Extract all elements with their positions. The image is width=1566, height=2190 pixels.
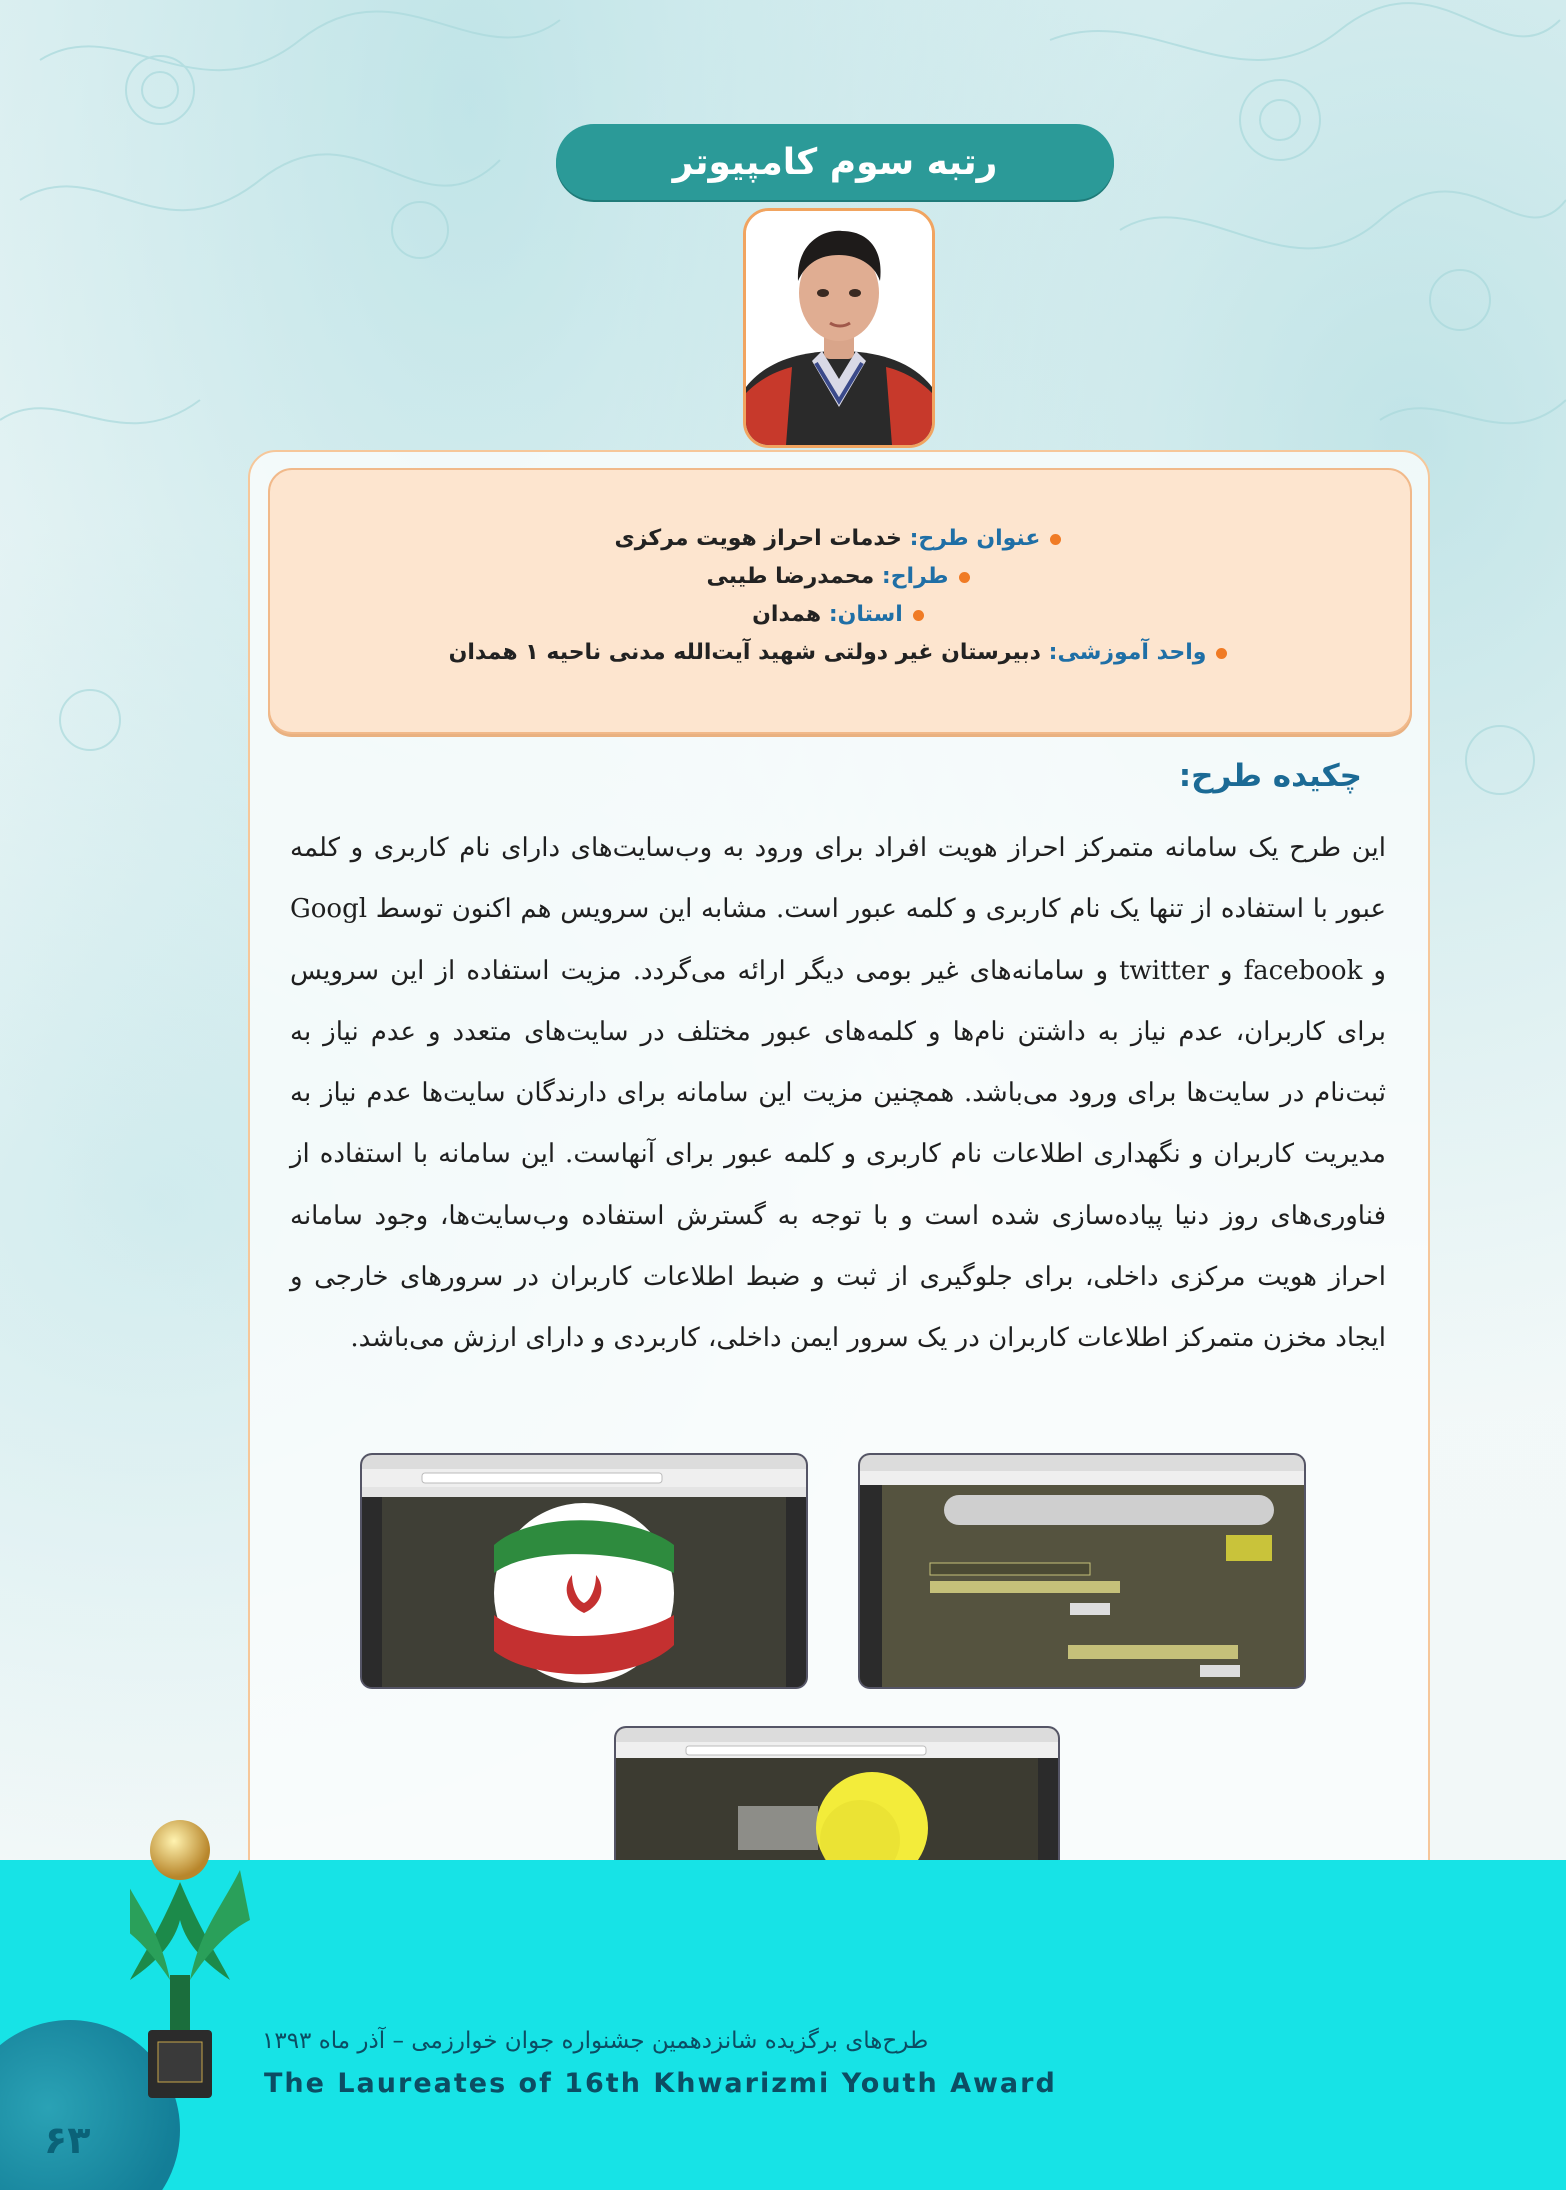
- rank-title: رتبه سوم کامپیوتر: [556, 124, 1114, 200]
- info-label: طراح:: [881, 564, 949, 589]
- page-number: ۶۳: [44, 2118, 91, 2162]
- info-row-designer: [268, 558, 1408, 596]
- bullet-icon: [959, 572, 970, 583]
- info-value: محمدرضا طیبی: [706, 564, 875, 589]
- info-label: واحد آموزشی:: [1048, 640, 1207, 665]
- footer-persian-title: طرح‌های برگزیده شانزدهمین جشنواره جوان خوارزمی – آذر ماه ۱۳۹۳: [262, 2028, 929, 2054]
- info-value: خدمات احراز هویت مرکزی: [614, 526, 902, 551]
- info-value: همدان: [752, 602, 822, 627]
- screenshot-login-page: [860, 1455, 1304, 1687]
- bullet-icon: [1216, 648, 1227, 659]
- summary-text: این طرح یک سامانه متمرکز احراز هویت افراد برای ورود به وب‌سایت‌های دارای نام کاربری و کلمه عبور با استفاده از تنها یک نام کاربری و کلمه عبور است. مشابه این سرویس هم اکنون توسط Googl و facebook و twitter و سامانه‌های غیر بومی دیگر ارائه می‌گردد. مزیت استفاده از این سرویس برای کاربران، عدم نیاز به داشتن نام‌ها و کلمه‌های عبور مختلف در سایت‌های متعدد و عدم نیاز به ثبت‌نام در سایت‌ها برای ورود می‌باشد. همچنین مزیت این سامانه برای دارندگان سایت‌ها عدم نیاز به مدیریت کاربران و نگهداری اطلاعات نام کاربری و کلمه عبور برای آنهاست. این سامانه با استفاده از فناوری‌های روز دنیا پیاده‌سازی شده است و با توجه به گسترش استفاده وب‌سایت‌ها، وجود سامانه احراز هویت مرکزی داخلی، برای جلوگیری از ثبت و ضبط اطلاعات کاربران در سرورهای خارجی و ایجاد مخزن متمرکز اطلاعات کاربران در یک سرور ایمن داخلی، کاربردی و دارای ارزش می‌باشد.: [290, 833, 1386, 1354]
- summary-heading: چکیده طرح:: [1178, 758, 1362, 794]
- screenshot-flag-page: [362, 1455, 806, 1687]
- footer-english-title: The Laureates of 16th Khwarizmi Youth Award: [264, 2068, 1057, 2099]
- bullet-icon: [1050, 534, 1061, 545]
- project-info-list: [268, 520, 1408, 672]
- info-label: عنوان طرح:: [909, 526, 1041, 551]
- info-label: استان:: [828, 602, 903, 627]
- info-value: دبیرستان غیر دولتی شهید آیت‌الله مدنی ناحیه ۱ همدان: [448, 640, 1041, 665]
- info-row-province: [268, 596, 1408, 634]
- designer-photo: [743, 208, 935, 448]
- info-row-title: [268, 520, 1408, 558]
- info-row-school: [268, 634, 1408, 672]
- bullet-icon: [913, 610, 924, 621]
- trophy-icon: [130, 1810, 260, 2110]
